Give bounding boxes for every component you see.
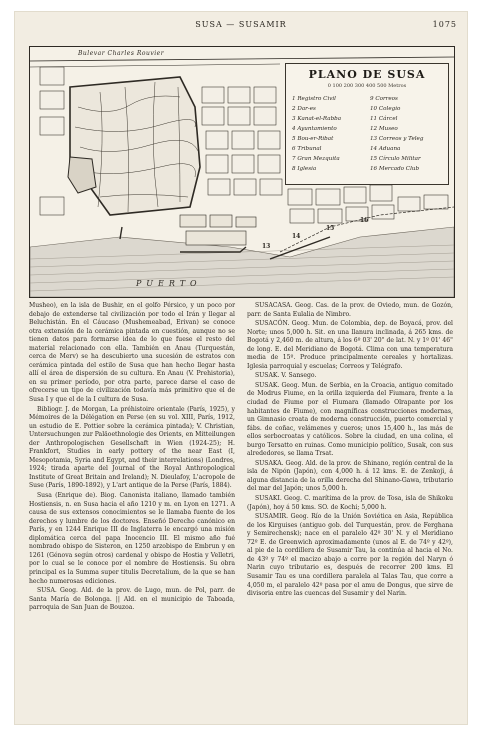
legend-scale: 0 100 200 300 400 500 Metros — [327, 83, 407, 89]
legend-item: 13 Correos y Teleg — [370, 136, 424, 142]
map-legend — [285, 63, 449, 185]
legend-item: 7 Gran Mezquita — [292, 156, 340, 162]
paragraph: SUSAK. Geog. Mun. de Serbia, en la Croacia, antiguo comitado de Modrus Fiume, en la orilla izquierda del Fiumara, frente a la ciudad de Fiume por el Fiumara (llamado Olrapante por los habitantes de Fiume), con magníficas construcciones modernas, un Gimnasio croata de moderna construcción, puerto comercial y fábs. de coñac, velámenes y cueros; unos 15,400 h., las más de ellos serbocroatas y católicos. Sobre la ciudad, en una colina, el burgo Tersatto en ruinas. Como municipio político, Susak, con sus alrededores, se llama Trsat. — [247, 381, 453, 458]
map-marker-15: 15 — [326, 225, 335, 232]
paragraph: SUSA. Geog. Ald. de la prov. de Lugo, mun. de Pol, parr. de Santa María de Bolonga. || Ald. en el municipio de Taboada, parroquia de San Juan de Bouzoa. — [29, 587, 235, 612]
paragraph: SUSAKI. Geog. C. marítima de la prov. de Tosa, isla de Shikoku (Japón), hoy á 50 kms. SO. de Kochi; 5,000 h. — [247, 495, 453, 511]
running-head-title: SUSA — SUSAMIR — [195, 20, 287, 29]
paragraph: Bibliogr. J. de Morgan, La préhistoire orientale (París, 1925), y Mémoires de la Délégation en Perse (en su vol. XIII, París, 1912, un estudio de E. Pottier sobre la cerámica pintada); V. Christian, Untersuchungen zur Paläoethnologie des Orients, en Mitteilungen der Anthropologischen Gesellschaft in Wien (1924-25); H. Frankfort, Studies in early pottery of the near East (I, Mesopotamia, Syria and Egypt, and their interrelations) (Londres, 1924; tirada aparte del Journal of the Royal Anthropological Institute of Great Britain and Ireland); N. Dieulafoy, L'acropole de Suse (París, 1890-1892), y L'art antique de la Perse (París, 1884). — [29, 405, 235, 490]
map-marker-16: 16 — [360, 217, 369, 224]
legend-item: 12 Museo — [370, 126, 398, 132]
map-marker-13: 13 — [262, 243, 271, 250]
legend-item: 5 Bou-er-Ribat — [292, 136, 334, 142]
book-page — [15, 12, 467, 724]
legend-item: 2 Dar-es — [292, 106, 316, 112]
harbor-label: PUERTO — [136, 279, 202, 288]
boulevard-label: Bulevar Charles Rouvier — [78, 50, 165, 57]
legend-item: 14 Aduana — [370, 146, 401, 152]
paragraph: Susa (Enrique de). Biog. Canonista italiano, llamado también Hostiensis, n. en Susa hacia el año 1210 y m. en Lyon en 1271. A causa de sus extensos conocimientos se le llamaba fuente de los derechos y lumbre de los doctores. Enseñó Derecho canónico en París, y en 1244 Enrique III de Inglaterra le encargó una misión diplomática cerca del papa Inocencio III. El mismo año fué nombrado obispo de Sisteron, en 1250 arzobispo de Embrun y en 1261 (Génova según otros) cardenal y obispo de Hostia y Velletri, por lo cual se le conoce por el nombre de Hostiensis. Su obra principal es la Summa super titulis Decretalium, de la que se han hecho numerosas ediciones. — [29, 492, 235, 585]
legend-item: 4 Ayuntamiento — [292, 126, 337, 132]
legend-item: 8 Iglesia — [292, 166, 317, 172]
text-column-right — [247, 302, 453, 600]
paragraph: SUSAKA. Geog. Ald. de la prov. de Shinano, región central de la isla de Nipón (Japón), con 4,000 h. á 12 kms. E. de Zenkoji, á alguna distancia de la orilla derecha del Shinano-Gawa, tributario del mar del Japón; unos 5,000 h. — [247, 459, 453, 493]
paragraph: SUSAK. V. Sansego. — [255, 372, 317, 380]
legend-item: 15 Círculo Militar — [370, 156, 421, 162]
legend-item: 10 Colegio — [370, 106, 401, 112]
legend-title: PLANO DE SUSA — [308, 68, 426, 81]
paragraph: Musheo), en la isla de Bushir, en el golfo Pérsico, y un poco por debajo de extenderse tal civilización por todo el Irán y llegar al Beluchistán. En el Cáucaso (Mushemeabad, Erivan) se conoce otra extensión de la cerámica pintada en cuestión, aunque no se tienen datos para formarse idea de lo que fuese el resto del material relacionado con ella. También en Anau (Turquestán, cerca de Merv) se ha descubierto una sucesión de estratos con cerámica pintada del estilo de Susa que han hecho llegar hasta allí el área de dispersión de su cultura. En Anau (V. Prehistoria), en su primer período, por otra parte, parece darse el caso de ofrecerse un tipo de civilización todavía más primitivo que el de Susa I y que el de la I cultura de Susa. — [29, 302, 235, 404]
city-map — [29, 46, 455, 298]
text-column-left — [29, 302, 235, 614]
map-marker-14: 14 — [292, 233, 301, 240]
paragraph: SUSACÓN. Geog. Mun. de Colombia, dep. de Boyacá, prov. del Norte; unos 5,000 h. Sit. en una llanura inclinada, á 265 kms. de Bogotá y 2,460 m. de altura, á los 6º 03' 20" de lat. N. y 1º 01' 46" de long. E. del Meridiano de Bogotá. Clima con una temperatura media de 15º. Produce principalmente cereales y hortalizas. Iglesia parroquial y escuelas; Correos y Telégrafo. — [247, 320, 453, 370]
legend-item: 11 Cárcel — [370, 116, 398, 122]
paragraph: SUSACASA. Geog. Cas. de la prov. de Oviedo, mun. de Gozón, parr. de Santa Eulalia de Nimbro. — [247, 302, 453, 318]
paragraph: SUSAMIR. Geog. Río de la Unión Soviética en Asia, República de los Kirguises (antiguo gob. del Turquestán, prov. de Ferghana y Semirechensk); nace en el paralelo 42º 30' N. y el Meridiano 72º E. de Greenwich aproximadamente (unos al E. de 74º y 42º), al pie de la cordillera de Susamir Tau, la continúa al hacia el No. de 43º y 74º el macizo abajo a corre por la región del Naryn ó Narin cuyo tributario es, después de recorrer 200 kms. El Susamir Tau es una cordillera paralela al Talas Tau, que corre a 4,050 m, el paralelo 42º pasa por el amu de Dongus, que sirve de divisoria entre las cuencas del Susamir y del Narin. — [247, 513, 453, 598]
running-head — [15, 20, 467, 34]
page-number: 1075 — [432, 20, 457, 29]
legend-item: 9 Correos — [370, 96, 398, 102]
legend-item: 16 Mercado Club — [370, 166, 420, 172]
legend-item: 6 Tribunal — [292, 146, 322, 152]
legend-item: 3 Kanat-el-Rabba — [292, 116, 342, 122]
legend-item: 1 Registro Civil — [292, 96, 336, 102]
